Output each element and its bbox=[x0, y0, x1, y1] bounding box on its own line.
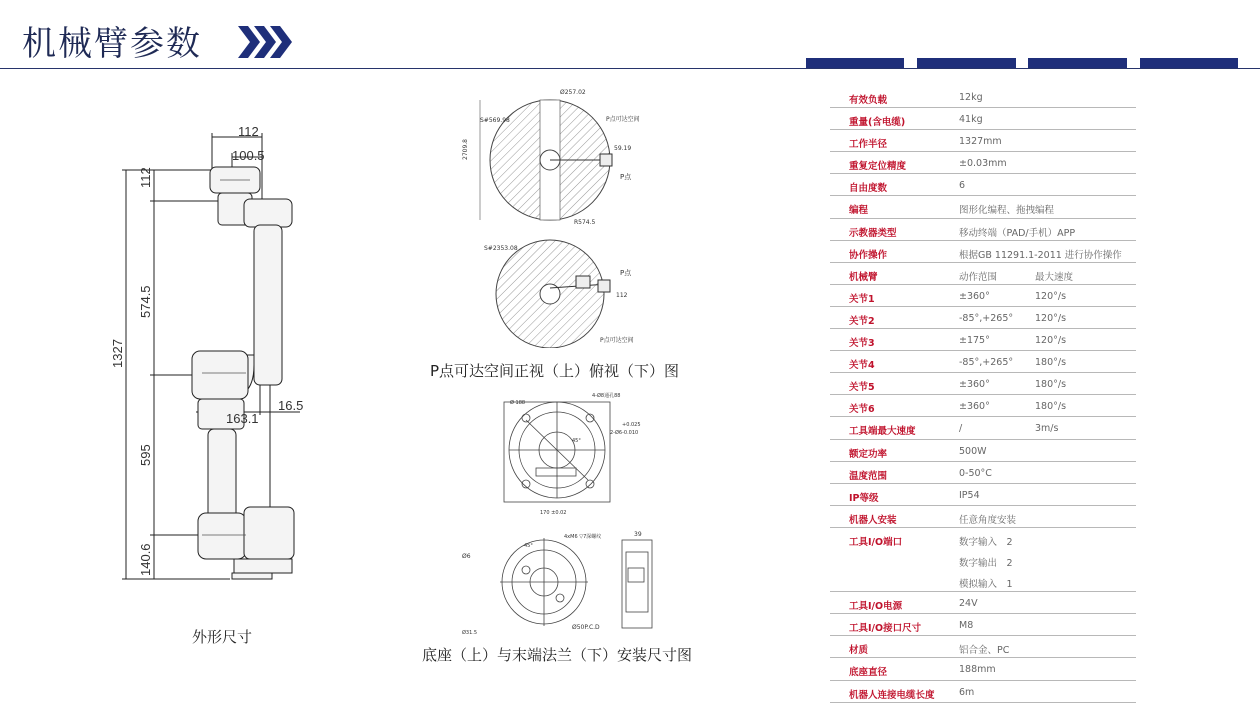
spec-key: 工作半径 bbox=[849, 139, 888, 151]
reach-pos2: P点可达空间 bbox=[600, 337, 634, 344]
spec-row bbox=[830, 373, 1136, 395]
spec-value2: 3m/s bbox=[1035, 423, 1059, 435]
spec-value2: 180°/s bbox=[1035, 379, 1067, 391]
spec-value: IP54 bbox=[959, 489, 980, 501]
reach-pos: P点可达空间 bbox=[606, 116, 640, 123]
dim-16: 16.5 bbox=[278, 398, 304, 413]
mount-b: 4-Ø8通孔88 bbox=[592, 393, 621, 399]
spec-value: ±360° bbox=[959, 379, 990, 391]
spec-row bbox=[830, 285, 1136, 307]
spec-key: 关节5 bbox=[849, 382, 875, 394]
spec-row bbox=[830, 570, 1136, 592]
spec-key: 自由度数 bbox=[849, 183, 888, 195]
spec-value: 铝合金、PC bbox=[959, 645, 1010, 657]
spec-row bbox=[830, 329, 1136, 351]
header-rule bbox=[0, 68, 1260, 69]
reach-p: P点 bbox=[620, 173, 632, 181]
mount-g: 4xM6 ▽7深螺纹 bbox=[564, 534, 602, 540]
dim-163: 163.1 bbox=[226, 411, 259, 426]
mount-d: 2-Ø6-0.010 bbox=[610, 430, 639, 436]
reach-s1: S#569.98 bbox=[480, 117, 510, 124]
spec-value: 模拟输入 1 bbox=[959, 579, 1013, 591]
spec-key: 重复定位精度 bbox=[849, 161, 907, 173]
spec-value2: 180°/s bbox=[1035, 357, 1067, 369]
spec-row bbox=[830, 174, 1136, 196]
spec-row bbox=[830, 86, 1136, 108]
mount-c: +0.025 bbox=[622, 422, 641, 428]
spec-key: 关节2 bbox=[849, 315, 875, 327]
reach-h: 2709.8 bbox=[462, 139, 469, 160]
spec-value: 12kg bbox=[959, 92, 983, 103]
spec-table bbox=[830, 86, 1136, 703]
base-mount-drawing bbox=[486, 392, 666, 642]
spec-value: 移动终端（PAD/手机）APP bbox=[959, 227, 1076, 239]
mount-l: 39 bbox=[634, 531, 642, 538]
caption-mount: 底座（上）与末端法兰（下）安装尺寸图 bbox=[422, 646, 693, 664]
page-title: 机械臂参数 bbox=[22, 24, 202, 64]
spec-key: 关节6 bbox=[849, 404, 875, 416]
spec-row bbox=[830, 636, 1136, 658]
spec-value: 数字输入 2 bbox=[959, 536, 1013, 548]
spec-row bbox=[830, 152, 1136, 174]
header-tab-2 bbox=[917, 58, 1016, 68]
spec-value: -85°,+265° bbox=[959, 357, 1014, 369]
spec-value: M8 bbox=[959, 620, 974, 632]
spec-row bbox=[830, 130, 1136, 152]
spec-key: 机器人安装 bbox=[849, 514, 897, 526]
spec-key: 示教器类型 bbox=[849, 227, 897, 239]
spec-value: 图形化编程、拖拽编程 bbox=[959, 205, 1055, 217]
spec-key: 工具I/O端口 bbox=[849, 536, 903, 548]
dim-1327: 1327 bbox=[110, 339, 125, 368]
mount-a: Ø 188 bbox=[510, 400, 526, 406]
spec-value: 500W bbox=[959, 445, 987, 457]
spec-row bbox=[830, 263, 1136, 285]
spec-value2: 180°/s bbox=[1035, 401, 1067, 413]
spec-value: 188mm bbox=[959, 664, 996, 676]
spec-value: 任意角度安装 bbox=[959, 514, 1017, 526]
spec-row bbox=[830, 241, 1136, 263]
spec-key: 重量(含电缆) bbox=[849, 117, 906, 129]
spec-value: 0-50°C bbox=[959, 467, 992, 479]
spec-value: ±175° bbox=[959, 335, 990, 347]
spec-value: ±360° bbox=[959, 290, 990, 302]
caption-reach: P点可达空间正视（上）俯视（下）图 bbox=[430, 362, 680, 380]
spec-value: ±0.03mm bbox=[959, 158, 1007, 170]
spec-value: / bbox=[959, 423, 963, 435]
spec-row bbox=[830, 351, 1136, 373]
spec-key: 协作操作 bbox=[849, 249, 888, 261]
mount-i: Ø6 bbox=[462, 553, 471, 560]
mount-h: 45° bbox=[524, 543, 533, 549]
spec-value: 1327mm bbox=[959, 136, 1002, 148]
reach-space-drawing bbox=[470, 88, 650, 348]
spec-row bbox=[830, 658, 1136, 680]
spec-value2: 120°/s bbox=[1035, 312, 1067, 324]
spec-row bbox=[830, 484, 1136, 506]
spec-value: 6 bbox=[959, 180, 966, 192]
spec-row bbox=[830, 681, 1136, 703]
dim-top-width2: 100.5 bbox=[232, 148, 265, 163]
reach-r: R574.5 bbox=[574, 219, 596, 226]
dim-top-width: 112 bbox=[238, 124, 259, 139]
spec-key: 额定功率 bbox=[849, 448, 888, 460]
spec-value2: 120°/s bbox=[1035, 290, 1067, 302]
reach-d2: 112 bbox=[616, 292, 628, 299]
reach-t: 59.19 bbox=[614, 145, 632, 152]
spec-key: 工具I/O接口尺寸 bbox=[849, 623, 922, 635]
chevrons-icon bbox=[236, 22, 292, 62]
spec-key: 工具I/O电源 bbox=[849, 601, 903, 613]
spec-value: 41kg bbox=[959, 114, 983, 126]
spec-row bbox=[830, 592, 1136, 614]
spec-value: ±360° bbox=[959, 401, 990, 413]
spec-key: 机器人连接电缆长度 bbox=[849, 689, 935, 701]
reach-s2: S#2353.08 bbox=[484, 245, 518, 252]
spec-row bbox=[830, 440, 1136, 462]
spec-value2: 最大速度 bbox=[1035, 271, 1074, 283]
mount-e: 45° bbox=[572, 438, 581, 444]
spec-key: 机械臂 bbox=[849, 271, 878, 283]
spec-key: 有效负载 bbox=[849, 95, 888, 106]
spec-row bbox=[830, 219, 1136, 241]
spec-row bbox=[830, 417, 1136, 439]
spec-key: 温度范围 bbox=[849, 470, 888, 482]
spec-key: IP等级 bbox=[849, 492, 879, 504]
spec-row bbox=[830, 307, 1136, 329]
spec-row bbox=[830, 108, 1136, 130]
spec-value: 动作范围 bbox=[959, 271, 998, 283]
reach-top-dia: Ø257.02 bbox=[560, 89, 586, 96]
spec-value: 6m bbox=[959, 686, 975, 698]
spec-row bbox=[830, 528, 1136, 549]
spec-value2: 120°/s bbox=[1035, 335, 1067, 347]
spec-row bbox=[830, 549, 1136, 570]
mount-f: 170 ±0.02 bbox=[540, 510, 567, 516]
reach-p2: P点 bbox=[620, 269, 632, 277]
spec-key: 编程 bbox=[849, 205, 869, 217]
spec-value: -85°,+265° bbox=[959, 312, 1014, 324]
spec-key: 关节4 bbox=[849, 360, 875, 372]
spec-row bbox=[830, 506, 1136, 528]
spec-row bbox=[830, 395, 1136, 417]
dim-595: 595 bbox=[138, 444, 153, 466]
header-tab-4 bbox=[1140, 58, 1238, 68]
caption-outline: 外形尺寸 bbox=[192, 628, 253, 646]
dim-574: 574.5 bbox=[138, 285, 153, 318]
dim-112: 112 bbox=[138, 167, 153, 188]
spec-value: 根据GB 11291.1-2011 进行协作操作 bbox=[959, 249, 1122, 261]
header-tab-1 bbox=[806, 58, 904, 68]
dim-140: 140.6 bbox=[138, 543, 153, 576]
spec-key: 底座直径 bbox=[849, 667, 888, 679]
spec-key: 工具端最大速度 bbox=[849, 426, 916, 438]
spec-value: 24V bbox=[959, 598, 978, 610]
spec-row bbox=[830, 462, 1136, 484]
spec-row bbox=[830, 614, 1136, 636]
spec-key: 关节3 bbox=[849, 338, 875, 350]
spec-key: 关节1 bbox=[849, 293, 875, 305]
spec-key: 材质 bbox=[849, 645, 869, 657]
spec-value: 数字输出 2 bbox=[959, 557, 1013, 569]
mount-j: Ø31.5 bbox=[462, 630, 478, 636]
header-tab-3 bbox=[1028, 58, 1127, 68]
mount-k: Ø50P.C.D bbox=[572, 624, 600, 631]
spec-row bbox=[830, 196, 1136, 218]
